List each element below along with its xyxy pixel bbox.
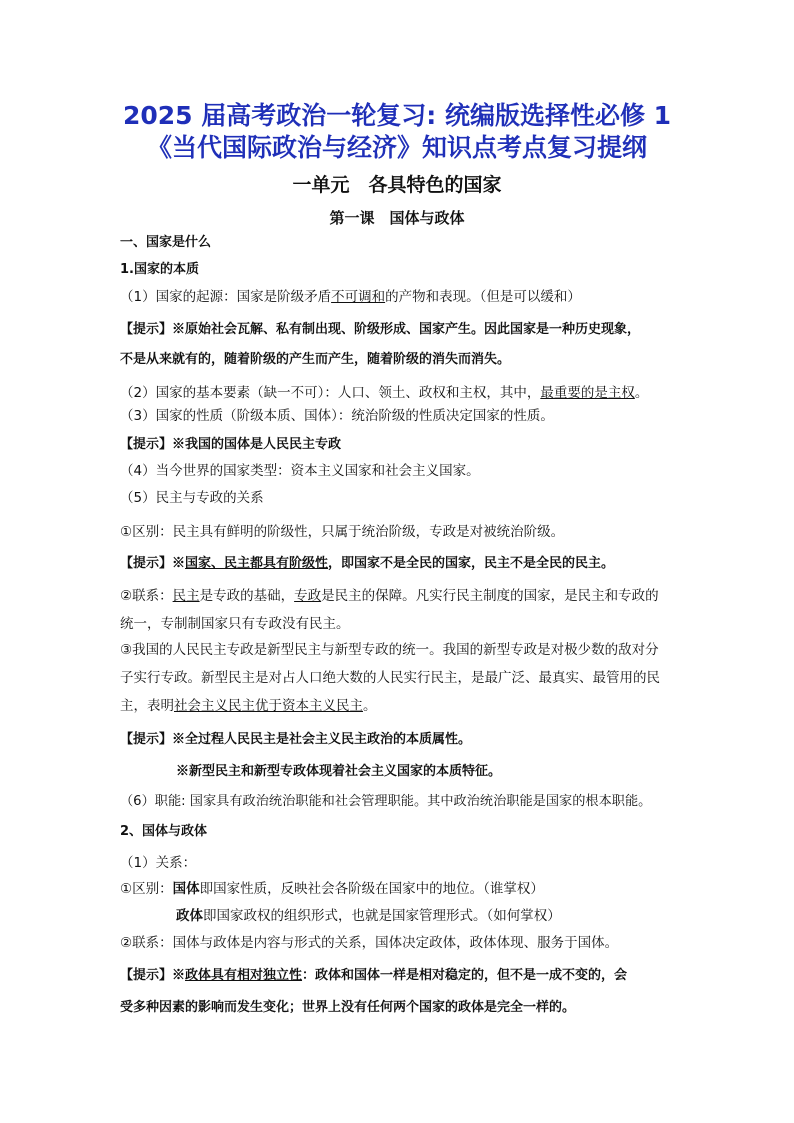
tip-line: [120, 554, 680, 574]
text: 即国家政权的组织形式，也就是国家管理形式。（如何掌权）: [203, 908, 561, 924]
text: ②联系：: [120, 588, 173, 604]
underlined-text: 政体具有相对独立性: [185, 968, 303, 983]
section-heading: 2、国体与政体: [120, 824, 208, 839]
underlined-text: 专政: [294, 588, 322, 604]
tip-line: ※新型民主和新型专政体现着社会主义国家的本质特征。: [176, 764, 502, 779]
text: 主，表明: [120, 698, 174, 714]
paragraph-democracy: （5）民主与专政的关系: [120, 490, 264, 506]
text: ：政体和国体一样是相对稳定的，但不是一成不变的，会: [302, 968, 628, 983]
paragraph-elements: [120, 383, 680, 403]
tip-line: 【提示】※原始社会瓦解、私有制出现、阶级形成、国家产生。因此国家是一种历史现象，: [120, 322, 641, 337]
paragraph-difference: ①区别：民主具有鲜明的阶级性，只属于统治阶级，专政是对被统治阶级。: [120, 524, 565, 540]
subsection-heading: 1.国家的本质: [120, 262, 199, 277]
paragraph-difference-cont: [176, 906, 680, 926]
paragraph-types: （4）当今世界的国家类型：资本主义国家和社会主义国家。: [120, 463, 480, 479]
text: 的产物和表现。（但是可以缓和）: [385, 289, 581, 305]
paragraph-china: ③我国的人民民主专政是新型民主与新型专政的统一。我国的新型专政是对极少数的敌对分: [120, 642, 659, 658]
text: 是民主的保障。凡实行民主制度的国家，是民主和专政的: [321, 588, 659, 604]
text: 是专政的基础，: [199, 588, 295, 604]
text: 。: [363, 698, 377, 714]
paragraph-origin: [120, 287, 680, 307]
paragraph-nature: （3）国家的性质（阶级本质、国体）：统治阶级的性质决定国家的性质。: [120, 408, 554, 424]
text: ，即国家不是全民的国家，民主不是全民的民主。: [328, 556, 615, 571]
text: （1）国家的起源：国家是阶级矛盾: [120, 289, 332, 305]
tip-line: 不是从来就有的，随着阶级的产生而产生，随着阶级的消失而消失。: [120, 352, 511, 367]
underlined-text: 最重要的是主权: [540, 385, 635, 401]
tip-line: [120, 966, 680, 986]
tip-line: 【提示】※全过程人民民主是社会主义民主政治的本质属性。: [120, 732, 472, 747]
underlined-text: 不可调和: [331, 289, 386, 305]
paragraph-connection: [120, 586, 680, 606]
text: 即国家性质，反映社会各阶级在国家中的地位。（谁掌权）: [199, 881, 544, 897]
lesson-heading: 第一课 国体与政体: [329, 209, 465, 227]
paragraph-connection-cont: 统一，专制制国家只有专政没有民主。: [120, 616, 350, 632]
text: 。: [634, 385, 649, 401]
underlined-text: 国家、民主都具有阶级性: [185, 556, 329, 571]
paragraph-relation: （1）关系：: [120, 855, 197, 871]
text: （2）国家的基本要素（缺一不可）：人口、领土、政权和主权，其中，: [120, 385, 541, 401]
section-heading: 一、国家是什么: [120, 235, 212, 250]
text: ①区别：: [120, 881, 173, 897]
paragraph-functions: （6）职能: 国家具有政治统治职能和社会管理职能。其中政治统治职能是国家的根本职能。: [120, 794, 652, 809]
bold-term: 政体: [176, 908, 203, 924]
underlined-text: 社会主义民主优于资本主义民主: [174, 698, 363, 714]
text: 【提示】※: [120, 968, 186, 983]
paragraph-china-cont: 子实行专政。新型民主是对占人口绝大数的人民实行民主，是最广泛、最真实、最管用的民: [120, 670, 660, 686]
underlined-text: 民主: [172, 588, 200, 604]
document-title: 2025 届高考政治一轮复习: 统编版选择性必修 1《当代国际政治与经济》知识点考点复习提纲: [122, 101, 672, 162]
paragraph-china-cont: [120, 696, 680, 716]
tip-line: 【提示】※我国的国体是人民民主专政: [120, 437, 342, 452]
paragraph-difference: [120, 879, 680, 899]
bold-term: 国体: [172, 881, 200, 897]
unit-heading: 一单元 各具特色的国家: [292, 174, 502, 196]
paragraph-connection: ②联系：国体与政体是内容与形式的关系，国体决定政体，政体体现、服务于国体。: [120, 935, 619, 951]
text: 【提示】※: [120, 556, 186, 571]
tip-line: 受多种因素的影响而发生变化；世界上没有任何两个国家的政体是完全一样的。: [120, 1000, 576, 1015]
